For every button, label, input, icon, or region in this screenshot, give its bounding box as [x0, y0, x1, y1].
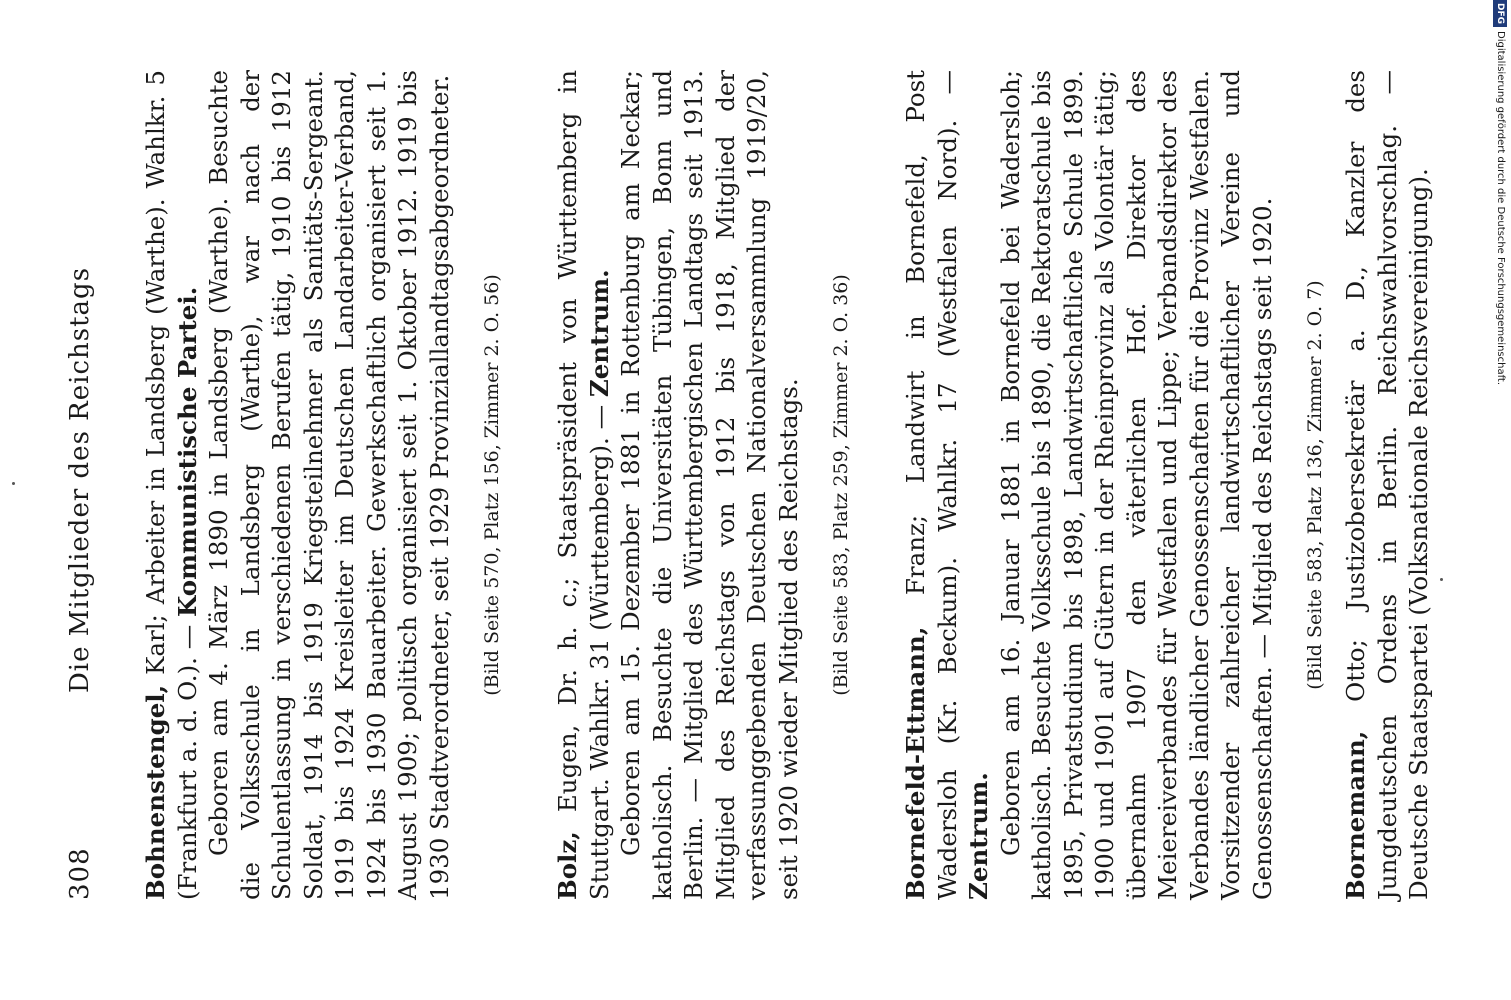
scan-speck	[12, 482, 15, 485]
member-entry-bornemann	[1340, 70, 1435, 900]
member-entry-bohnenstengel	[140, 70, 509, 900]
entry-biography: Geboren am 16. Januar 1881 in Bornefeld bei Wadersloh; katholisch. Besuchte Volksschule bis 1890, die Rektoratschule bis 1895, Privatstudium bis 1898, Landwirtschaftliche Schule 1899. 1900 und 1901 auf Gütern in der Rheinprovinz als Volontär tätig; übernahm 1907 den väterlichen Hof. Direktor des Meiereiverbandes für Westfalen und Lippe; Verbandsdirektor des Verbandes ländlicher Genossenschaften für die Provinz Westfalen. Vorsitzender zahlreicher landwirtschaftlicher Vereine und Genossenschaften. — Mitglied des Reichstags seit 1920.	[995, 70, 1277, 900]
member-name: Bornemann,	[1341, 730, 1370, 900]
page-number: 308	[65, 847, 95, 900]
member-name: Bohnenstengel,	[141, 684, 170, 900]
member-name: Bolz,	[553, 831, 582, 900]
member-details: Karl; Arbeiter in Landsberg (Warthe). Wahlkr. 5 (Frankfurt a. d. O.). —	[141, 70, 202, 900]
entry-reference: (Bild Seite 583, Platz 259, Zimmer 2. O. 36)	[830, 274, 852, 696]
member-party: Kommunistische Partei.	[172, 286, 202, 617]
entry-reference: (Bild Seite 583, Platz 136, Zimmer 2. O. 7)	[1304, 280, 1326, 690]
member-name: Bornefeld-Ettmann,	[901, 626, 930, 900]
member-entry-bolz	[552, 70, 858, 900]
running-head: Die Mitglieder des Reichstags	[65, 266, 95, 694]
entry-biography: Geboren am 4. März 1890 in Landsberg (Warthe). Besuchte die Volksschule in Landsberg (Warthe), war nach der Schulentlassung in verschiedenen Berufen tätig, 1910 bis 1912 Soldat, 1914 bis 1919 Kriegsteilnehmer als Sanitäts-Sergeant. 1919 bis 1924 Kreisleiter im Deutschen Landarbeiter-Verband, 1924 bis 1930 Bauarbeiter. Gewerkschaftlich organisiert seit 1. August 1909; politisch organisiert seit 1. Oktober 1912. 1919 bis 1930 Stadtverordneter, seit 1929 Provinziallandtagsabgeordneter.	[204, 70, 454, 900]
entry-heading	[552, 70, 615, 900]
entry-heading	[900, 70, 995, 900]
entry-reference: (Bild Seite 570, Platz 156, Zimmer 2. O. 56)	[481, 274, 503, 696]
member-party: Zentrum.	[584, 269, 614, 398]
member-details: Franz; Landwirt in Bornefeld, Post Wadersloh (Kr. Beckum). Wahlkr. 17 (Westfalen Nord). —	[901, 70, 962, 900]
scan-speck	[1440, 578, 1443, 581]
member-details: Eugen, Dr. h. c.; Staatspräsident von Württemberg in Stuttgart. Wahlkr. 31 (Württemberg). —	[553, 70, 614, 900]
entry-heading	[1340, 70, 1435, 900]
member-details: Otto; Justizobersekretär a. D., Kanzler des Jungdeutschen Ordens in Berlin. Reichswahlvorschlag. — Deutsche Staatspartei (Volksnationale Reichsvereinigung).	[1341, 70, 1433, 900]
entry-heading	[140, 70, 203, 900]
entry-biography: Geboren am 15. Dezember 1881 in Rottenburg am Neckar; katholisch. Besuchte die Universitäten Tübingen, Bonn und Berlin. — Mitglied des Württembergischen Landtags seit 1913. Mitglied des Reichstags von 1912 bis 1918, Mitglied der verfassunggebenden Deutschen Nationalversammlung 1919/20, seit 1920 wieder Mitglied des Reichstags.	[616, 70, 803, 900]
member-party: Zentrum.	[964, 772, 993, 900]
page-header	[65, 60, 105, 900]
dfg-notice: Digitalisierung gefördert durch die Deutsche Forschungsgemeinschaft.	[1495, 31, 1506, 386]
dfg-logo-icon: DFG	[1493, 0, 1507, 27]
dfg-notice-strip	[1493, 0, 1507, 1000]
member-entry-bornefeld-ettmann	[900, 70, 1332, 900]
